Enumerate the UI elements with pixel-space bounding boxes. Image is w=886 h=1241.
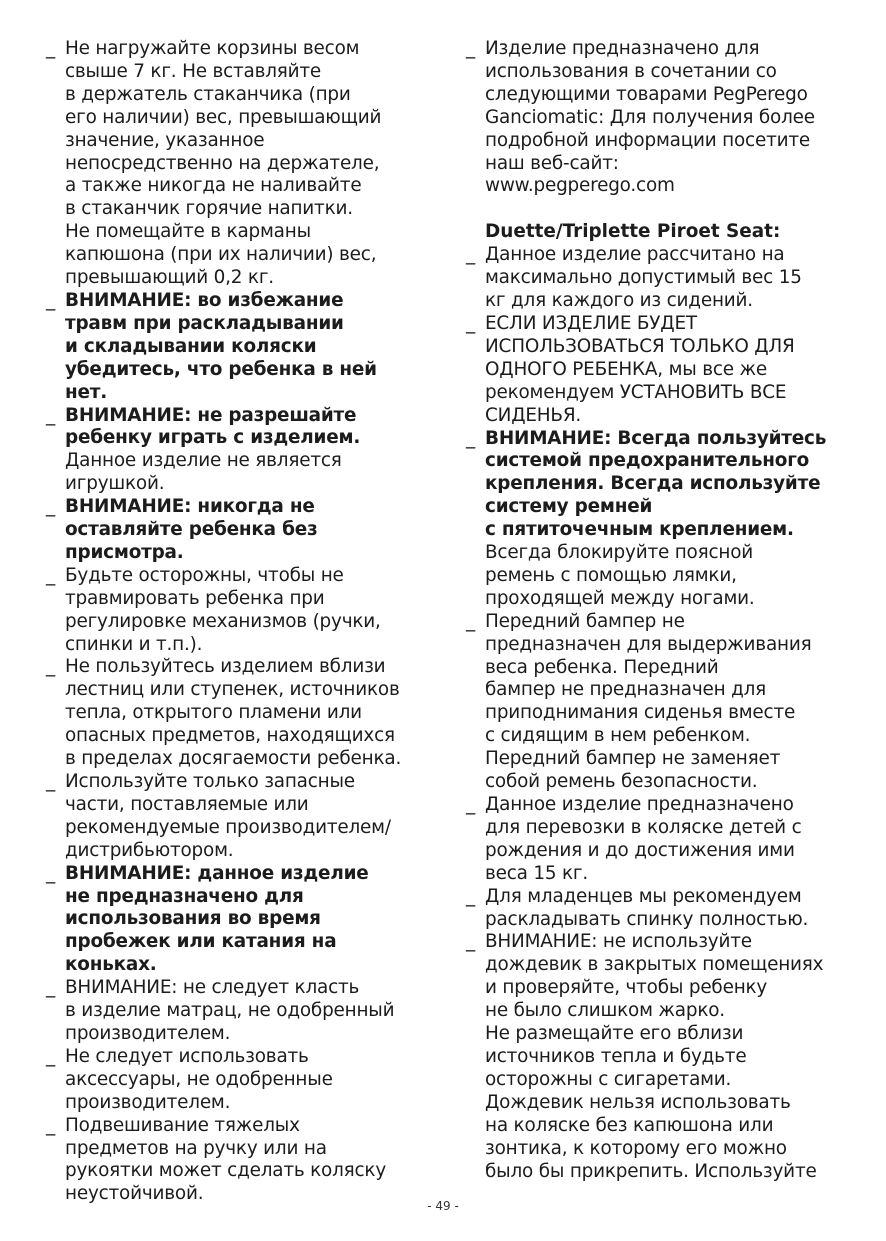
list-item — [466, 244, 866, 313]
item-text: Для младенцев мы рекомендуем раскладывать спинку полностью. — [485, 885, 809, 930]
list-item — [46, 1046, 436, 1115]
bullet-dash: _ — [466, 931, 475, 953]
bullet-dash: _ — [466, 794, 475, 815]
bullet-dash: _ — [46, 496, 55, 518]
bullet-dash: _ — [466, 885, 475, 907]
list-item — [466, 38, 866, 198]
item-text: Не нагружайте корзины весом свыше 7 кг. Не вставляйте в держатель стаканчика (при его наличии) вес, превышающий значение, указанное непосредственно на держателе, а также никогда не наливайте в стаканчик горячие напитки. Не помещайте в карманы капюшона (при их наличии) вес, превышающий 0,2 кг. — [65, 38, 382, 289]
list-item — [46, 405, 436, 497]
bullet-dash: _ — [46, 564, 55, 586]
item-text: Передний бампер не предназначен для выдерживания веса ребенка. Передний бампер не предназначен для приподнимания сиденья вместе с сидящим в нем ребенком. Передний бампер не заменяет собой ремень безопасности. — [485, 610, 812, 793]
bullet-dash: _ — [466, 244, 475, 266]
item-text: Подвешивание тяжелых предметов на ручку или на рукоятки может сделать коляску неустойчивой. — [65, 1114, 387, 1205]
right-intro — [466, 38, 866, 198]
item-text: Не следует использовать аксессуары, не одобренные производителем. — [65, 1045, 333, 1113]
bullet-dash: _ — [46, 977, 55, 999]
list-item — [466, 313, 866, 428]
item-text: Данное изделие предназначено для перевозки в коляске детей с рождения и до достижения ими веса 15 кг. — [485, 794, 802, 884]
bullet-dash: _ — [46, 656, 55, 678]
list-item — [46, 1115, 436, 1207]
item-text: Изделие предназначено для использования в сочетании со следующими товарами PegPerego Ganciomatic: Для получения более подробной информации посетите наш веб-сайт: www.pegperego.com — [485, 38, 815, 197]
list-item — [46, 38, 436, 290]
bullet-dash: _ — [466, 427, 475, 449]
list-item — [46, 863, 436, 978]
section-heading: Duette/Triplette Piroet Seat: — [485, 221, 781, 243]
left-column — [46, 38, 436, 1206]
right-column — [466, 38, 866, 1183]
list-item — [466, 611, 866, 794]
bullet-dash: _ — [46, 1045, 55, 1067]
list-item — [466, 931, 866, 1183]
item-lead-bold: ВНИМАНИЕ: Всегда пользуйтесь системой предохранительного крепления. Всегда используйте систему ремней с пятиточечным креплением. — [485, 427, 827, 541]
item-text: Данное изделие не является игрушкой. — [65, 450, 342, 495]
list-item — [46, 565, 436, 657]
list-item — [46, 496, 436, 565]
list-item — [46, 656, 436, 771]
bullet-dash: _ — [466, 610, 475, 632]
list-item — [46, 771, 436, 863]
list-item — [466, 428, 866, 611]
item-text: ЕСЛИ ИЗДЕЛИЕ БУДЕТ ИСПОЛЬЗОВАТЬСЯ ТОЛЬКО ДЛЯ ОДНОГО РЕБЕНКА, мы все же рекомендуем УСТАНОВИТЬ ВСЕ СИДЕНЬЯ. — [485, 312, 795, 426]
list-item — [466, 794, 866, 886]
item-lead-bold: ВНИМАНИЕ: не разрешайте ребенку играть с изделием. — [65, 404, 361, 449]
item-text: Данное изделие рассчитано на максимально допустимый вес 15 кг для каждого из сидений. — [485, 244, 802, 312]
list-item — [466, 886, 866, 932]
item-lead-bold: ВНИМАНИЕ: во избежание травм при раскладывании и складывании коляски убедитесь, что ребенка в ней нет. — [65, 289, 377, 403]
bullet-dash: _ — [46, 771, 55, 792]
item-text: ВНИМАНИЕ: не используйте дождевик в закрытых помещениях и проверяйте, чтобы ребенку не было слишком жарко. Не размещайте его вблизи источников тепла и будьте осторожны с сигаретами. Дождевик нельзя использовать на коляске без капюшона или зонтика, к которому его можно было бы прикрепить. Используйте — [485, 931, 824, 1182]
item-text: Всегда блокируйте поясной ремень с помощью лямки, проходящей между ногами. — [485, 542, 755, 609]
item-text: Не пользуйтесь изделием вблизи лестниц или ступенек, источников тепла, открытого пламени или опасных предметов, находящихся в пределах досягаемости ребенка. — [65, 656, 402, 770]
list-item — [46, 977, 436, 1046]
bullet-dash: _ — [46, 38, 55, 59]
bullet-dash: _ — [46, 289, 55, 311]
item-text: Будьте осторожны, чтобы не травмировать ребенка при регулировке механизмов (ручки, спинки и т.п.). — [65, 564, 381, 655]
bullet-dash: _ — [46, 862, 55, 884]
bullet-dash: _ — [466, 38, 475, 59]
item-lead-bold: ВНИМАНИЕ: никогда не оставляйте ребенка без присмотра. — [65, 496, 318, 563]
bullet-dash: _ — [46, 1114, 55, 1136]
list-item — [46, 290, 436, 405]
bullet-dash: _ — [46, 404, 55, 426]
item-lead-bold: ВНИМАНИЕ: данное изделие не предназначено для использования во время пробежек или катания на коньках. — [65, 862, 369, 976]
item-text: ВНИМАНИЕ: не следует класть в изделие матрац, не одобренный производителем. — [65, 977, 395, 1044]
item-text: Используйте только запасные части, поставляемые или рекомендуемые производителем/ дистрибьютором. — [65, 771, 391, 861]
right-list — [466, 244, 866, 1183]
page-number: - 49 - — [427, 1199, 459, 1213]
bullet-dash: _ — [466, 312, 475, 334]
